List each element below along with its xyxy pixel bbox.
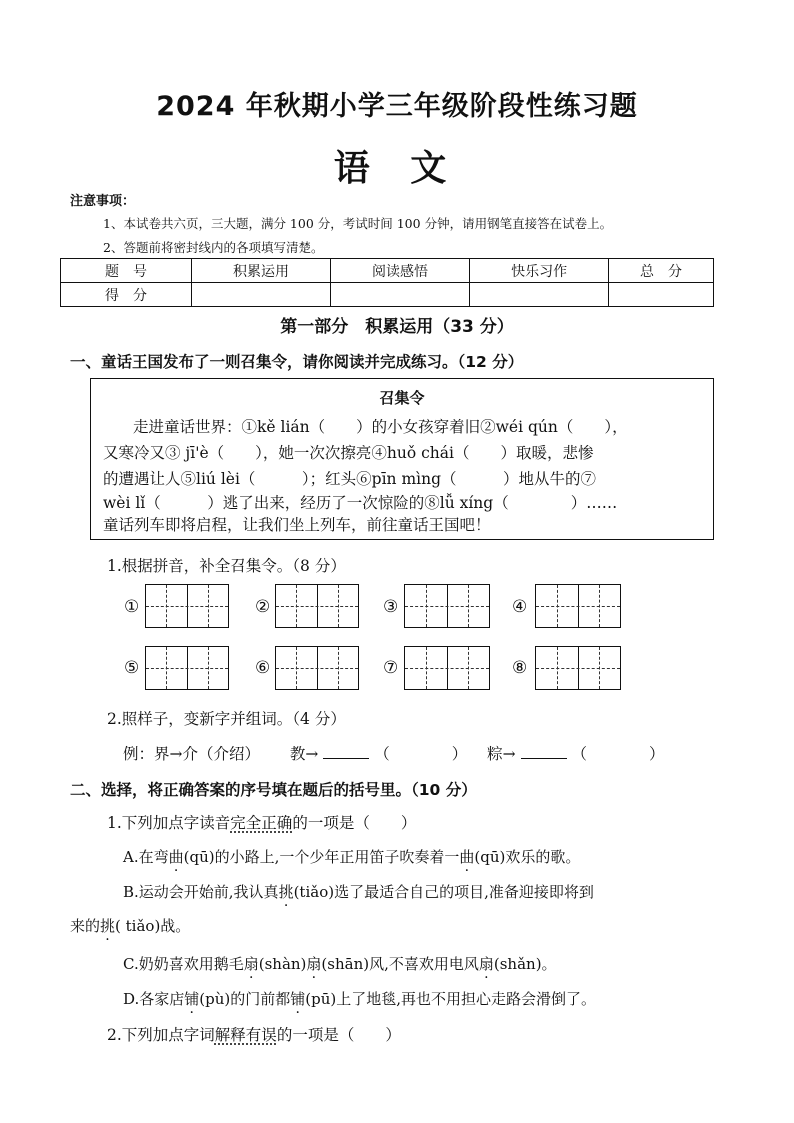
writing-grid-8[interactable] <box>535 646 621 690</box>
subject-title: 语 文 <box>333 148 461 189</box>
question-text: 的一项是（ ） <box>292 814 417 832</box>
grid-label-1: ① <box>124 597 140 617</box>
paren-1: （ ） <box>374 745 468 763</box>
writing-grid-3[interactable] <box>404 584 490 628</box>
table-header: 阅读感悟 <box>331 259 470 283</box>
section2-heading: 二、选择，将正确答案的序号填在题后的括号里。（10 分） <box>70 781 477 799</box>
grid-label-3: ③ <box>383 597 399 617</box>
option-d <box>123 988 596 1009</box>
word-1: 教→ <box>289 745 319 763</box>
dotted-char: 扇 <box>243 955 259 973</box>
section2-question-1 <box>107 811 416 833</box>
section1-question-1: 1.根据拼音，补全召集令。（8 分） <box>107 557 346 575</box>
word-2: 粽→ <box>487 745 516 763</box>
table-header: 总 分 <box>609 259 714 283</box>
option-text: (shàn) <box>258 955 307 973</box>
dotted-word: 完全正确 <box>230 814 293 832</box>
paren-2: （ ） <box>571 745 665 763</box>
summons-line-1: 走进童话世界：①kě lián（ ）的小女孩穿着旧②wéi qún（ ）， <box>133 418 628 436</box>
summons-line-5: 童话列车即将启程，让我们坐上列车，前往童话王国吧！ <box>103 516 491 534</box>
question-text: 2.下列加点字词 <box>107 1026 215 1044</box>
section1-heading: 一、童话王国发布了一则召集令，请你阅读并完成练习。（12 分） <box>70 353 524 371</box>
score-cell[interactable] <box>470 283 609 307</box>
score-cell[interactable] <box>331 283 470 307</box>
option-text: D.各家店 <box>123 990 185 1008</box>
dotted-char: 扇 <box>478 955 494 973</box>
writing-grid-2[interactable] <box>275 584 359 628</box>
writing-grid-7[interactable] <box>404 646 490 690</box>
score-row-label: 得 分 <box>61 283 192 307</box>
score-table <box>60 258 714 307</box>
writing-grid-6[interactable] <box>275 646 359 690</box>
option-text: (qū)的小路上,一个少年正用笛子吹奏着一 <box>183 848 460 866</box>
table-header: 快乐习作 <box>470 259 609 283</box>
table-header: 积累运用 <box>192 259 331 283</box>
option-text: 来的 <box>70 917 101 935</box>
grid-label-2: ② <box>255 597 271 617</box>
dotted-char: 曲 <box>459 848 475 866</box>
option-b-line-1 <box>123 881 594 902</box>
word-change-row <box>123 742 665 764</box>
summons-line-3: 的遭遇让人⑤liú lèi（ ）；红头⑥pīn mìng（ ）地从牛的⑦ <box>103 470 597 488</box>
option-text: (shān)风,不喜欢用电风 <box>321 955 479 973</box>
example-text: 例：界→介（介绍） <box>123 745 260 763</box>
question-text: 1.下列加点字读音 <box>107 814 231 832</box>
notice-item-2: 2、答题前将密封线内的各项填写清楚。 <box>103 240 324 255</box>
dotted-char: 挑 <box>278 883 294 901</box>
dotted-char: 挑 <box>100 917 116 935</box>
option-text: A.在弯 <box>123 848 169 866</box>
option-text: (qū)欢乐的歌。 <box>474 848 581 866</box>
option-a <box>123 846 580 867</box>
writing-grid-1[interactable] <box>145 584 229 628</box>
summons-title: 召集令 <box>379 389 425 407</box>
grid-label-4: ④ <box>512 597 528 617</box>
summons-box <box>90 378 714 540</box>
summons-line-4: wèi lǐ（ ）逃了出来，经历了一次惊险的⑧lǚ xíng（ ）…… <box>103 494 618 512</box>
answer-blank-1[interactable] <box>323 744 369 759</box>
option-text: (shǎn)。 <box>493 955 557 973</box>
dotted-char: 铺 <box>184 990 200 1008</box>
grid-label-8: ⑧ <box>512 658 528 678</box>
dotted-char: 扇 <box>306 955 322 973</box>
dotted-word: 解释有误 <box>214 1026 277 1044</box>
notice-heading: 注意事项： <box>70 194 136 209</box>
option-text: B.运动会开始前,我认真 <box>123 883 279 901</box>
option-text: (tiǎo)选了最适合自己的项目,准备迎接即将到 <box>293 883 594 901</box>
option-text: (pù)的门前都 <box>199 990 291 1008</box>
answer-blank-2[interactable] <box>521 744 567 759</box>
grid-label-7: ⑦ <box>383 658 399 678</box>
score-cell[interactable] <box>192 283 331 307</box>
dotted-char: 铺 <box>290 990 306 1008</box>
question-text: 的一项是（ ） <box>276 1026 401 1044</box>
notice-item-1: 1、本试卷共六页，三大题，满分 100 分，考试时间 100 分钟，请用钢笔直接答在试卷上。 <box>103 216 613 231</box>
score-table-header-row <box>61 259 714 283</box>
summons-line-2: 又寒冷又③ jī'è（ ），她一次次擦亮④huǒ chái（ ）取暖，悲惨 <box>103 444 594 462</box>
table-header: 题 号 <box>61 259 192 283</box>
option-text: (pū)上了地毯,再也不用担心走路会滑倒了。 <box>305 990 597 1008</box>
score-cell[interactable] <box>609 283 714 307</box>
grid-label-5: ⑤ <box>124 658 140 678</box>
option-c <box>123 953 557 974</box>
dotted-char: 曲 <box>168 848 184 866</box>
section2-question-2 <box>107 1023 401 1045</box>
exam-title: 2024 年秋期小学三年级阶段性练习题 <box>156 91 638 122</box>
writing-grid-5[interactable] <box>145 646 229 690</box>
grid-label-6: ⑥ <box>255 658 271 678</box>
option-b-line-2 <box>70 915 190 936</box>
option-text: ( tiǎo)战。 <box>115 917 191 935</box>
section1-question-2: 2.照样子，变新字并组词。（4 分） <box>107 710 346 728</box>
writing-grid-4[interactable] <box>535 584 621 628</box>
score-table-score-row <box>61 283 714 307</box>
option-text: C.奶奶喜欢用鹅毛 <box>123 955 244 973</box>
part1-title: 第一部分 积累运用（33 分） <box>280 317 514 337</box>
